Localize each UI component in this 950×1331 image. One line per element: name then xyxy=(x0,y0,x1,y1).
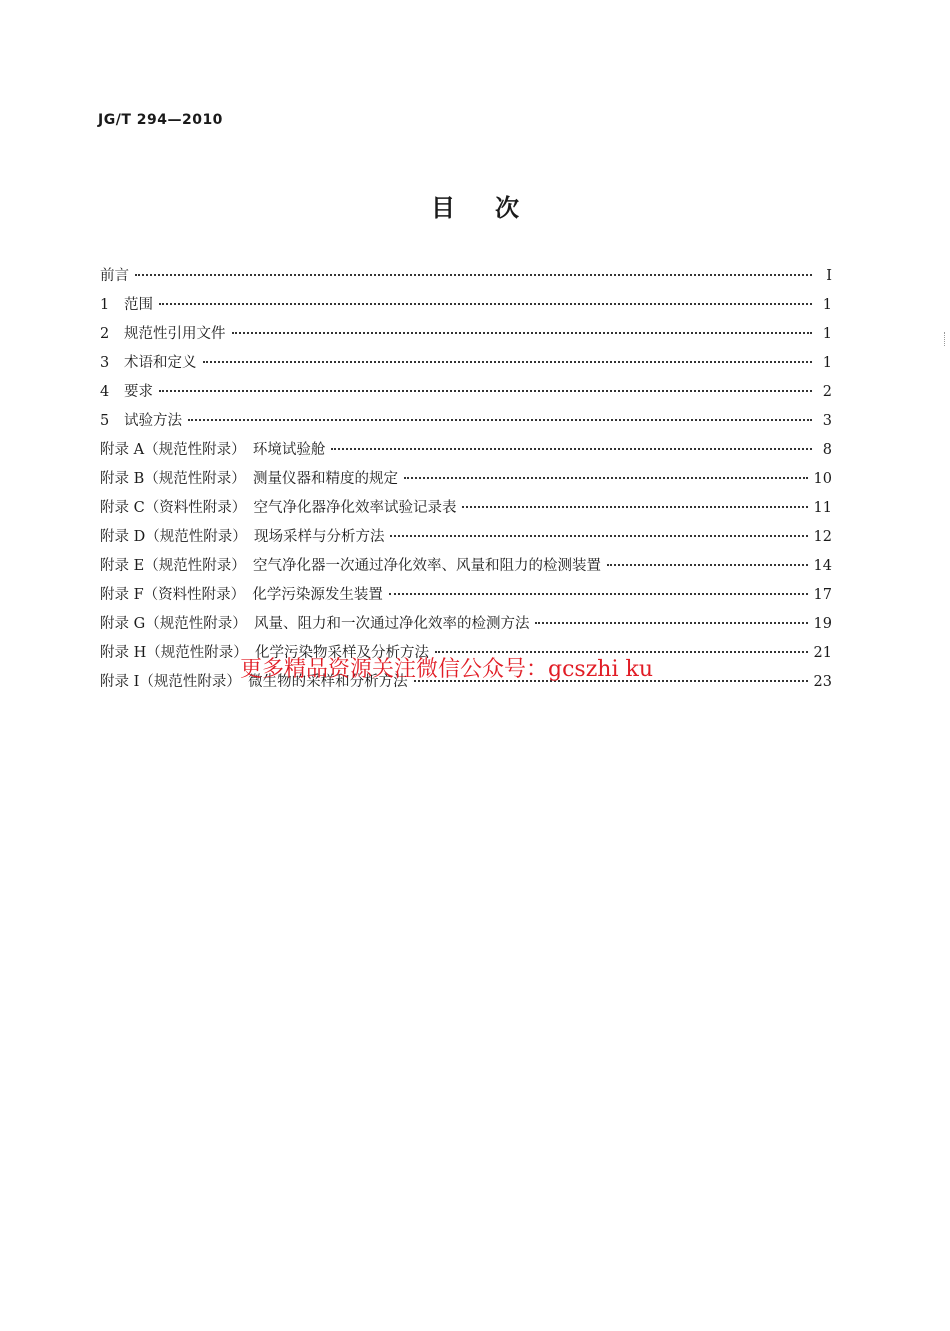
toc-entry-label xyxy=(100,380,153,401)
toc-entry-title: 附录 D（规范性附录） 现场采样与分析方法 xyxy=(100,529,385,545)
toc-entry-page: 14 xyxy=(813,558,832,574)
toc-dot-leader xyxy=(535,622,807,624)
toc-entry[interactable] xyxy=(100,467,832,496)
table-of-contents xyxy=(100,264,832,699)
toc-entry-title: 附录 F（资料性附录） 化学污染源发生装置 xyxy=(100,587,383,603)
toc-entry[interactable] xyxy=(100,293,832,322)
toc-entry[interactable] xyxy=(100,554,832,583)
toc-entry-label xyxy=(100,525,384,546)
toc-entry-page: 1 xyxy=(822,355,832,371)
toc-entry-number: 5 xyxy=(100,413,110,429)
toc-entry-title: 附录 C（资料性附录） 空气净化器净化效率试验记录表 xyxy=(100,500,457,516)
toc-entry-page: 2 xyxy=(822,384,832,400)
toc-dot-leader xyxy=(203,361,813,363)
toc-entry-title: 附录 H（规范性附录） 化学污染物采样及分析方法 xyxy=(100,645,430,661)
toc-entry-page: 17 xyxy=(813,587,832,603)
toc-entry-page: I xyxy=(826,268,832,284)
toc-entry[interactable] xyxy=(100,380,832,409)
toc-dot-leader xyxy=(404,477,808,479)
toc-entry-label xyxy=(100,322,226,343)
toc-dot-leader xyxy=(389,593,808,595)
toc-entry-label xyxy=(100,612,529,633)
toc-entry-label xyxy=(100,264,129,285)
toc-entry-label xyxy=(100,438,325,459)
toc-entry[interactable] xyxy=(100,438,832,467)
toc-dot-leader xyxy=(331,448,812,450)
toc-entry-page: 19 xyxy=(813,616,832,632)
toc-entry-page: 8 xyxy=(822,442,832,458)
toc-entry-label xyxy=(100,467,398,488)
toc-entry[interactable] xyxy=(100,525,832,554)
toc-entry-title: 附录 I（规范性附录） 微生物的采样和分析方法 xyxy=(100,674,408,690)
toc-entry-title: 附录 G（规范性附录） 风量、阻力和一次通过净化效率的检测方法 xyxy=(100,616,530,632)
toc-entry-page: 1 xyxy=(822,297,832,313)
toc-dot-leader xyxy=(188,419,812,421)
toc-entry-title: 试验方法 xyxy=(124,413,182,429)
toc-entry-title: 范围 xyxy=(124,297,153,313)
toc-entry-label xyxy=(100,496,456,517)
toc-dot-leader xyxy=(462,506,807,508)
toc-entry-page: 10 xyxy=(813,471,832,487)
toc-entry-label xyxy=(100,554,601,575)
toc-entry-title: 术语和定义 xyxy=(124,355,197,371)
toc-entry-label xyxy=(100,293,153,314)
toc-entry-number: 1 xyxy=(100,297,110,313)
toc-entry-number: 4 xyxy=(100,384,110,400)
toc-entry[interactable] xyxy=(100,583,832,612)
toc-entry-page: 11 xyxy=(813,500,832,516)
toc-entry[interactable] xyxy=(100,264,832,293)
toc-dot-leader xyxy=(390,535,807,537)
standard-code: JG/T 294—2010 xyxy=(98,112,223,128)
toc-entry[interactable] xyxy=(100,351,832,380)
toc-entry[interactable] xyxy=(100,612,832,641)
toc-entry-title: 附录 B（规范性附录） 测量仪器和精度的规定 xyxy=(100,471,399,487)
toc-entry[interactable] xyxy=(100,322,832,351)
toc-dot-leader xyxy=(135,274,812,276)
toc-entry-title: 规范性引用文件 xyxy=(124,326,226,342)
toc-entry[interactable] xyxy=(100,409,832,438)
toc-entry-page: 3 xyxy=(822,413,832,429)
toc-dot-leader xyxy=(232,332,813,334)
watermark-text: 更多精品资源关注微信公众号：gcszhi ku xyxy=(240,657,653,682)
toc-entry-title: 附录 E（规范性附录） 空气净化器一次通过净化效率、风量和阻力的检测装置 xyxy=(100,558,601,574)
toc-dot-leader xyxy=(607,564,808,566)
toc-entry[interactable] xyxy=(100,496,832,525)
toc-entry-page: 1 xyxy=(822,326,832,342)
toc-entry-number: 2 xyxy=(100,326,110,342)
toc-entry-page: 21 xyxy=(813,645,832,661)
toc-dot-leader xyxy=(159,390,812,392)
page-title: 目次 xyxy=(431,194,559,222)
scan-edge-mark xyxy=(944,332,948,346)
toc-entry-page: 12 xyxy=(813,529,832,545)
toc-entry-label xyxy=(100,351,197,372)
toc-entry-title: 附录 A（规范性附录） 环境试验舱 xyxy=(100,442,326,458)
toc-entry-title: 要求 xyxy=(124,384,153,400)
toc-entry-label xyxy=(100,409,182,430)
toc-dot-leader xyxy=(159,303,812,305)
toc-entry-page: 23 xyxy=(813,674,832,690)
toc-entry-title: 前言 xyxy=(100,268,129,284)
toc-entry-label xyxy=(100,583,383,604)
toc-entry-number: 3 xyxy=(100,355,110,371)
